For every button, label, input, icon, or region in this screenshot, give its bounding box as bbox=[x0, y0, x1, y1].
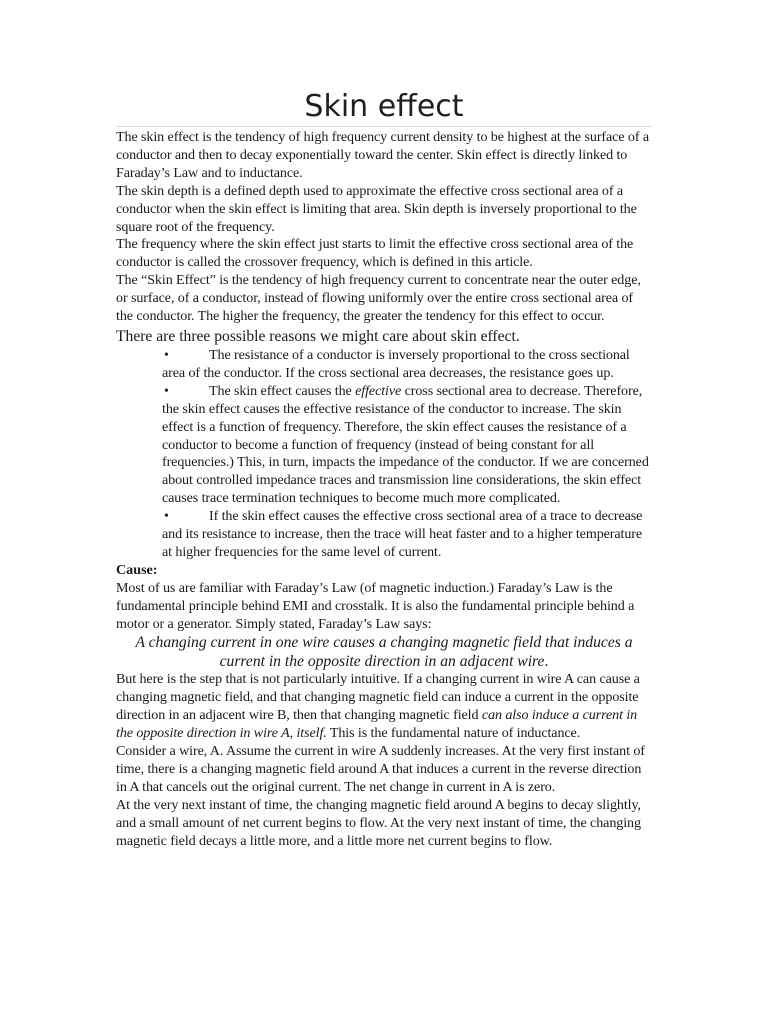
quote-text: A changing current in one wire causes a changing magnetic field that induces a current in the opposite direction in an adjacent wire bbox=[135, 634, 633, 671]
title-divider bbox=[116, 126, 652, 127]
reason-impedance-rest: cross sectional area to decrease. Therefore, the skin effect causes the effective resistance of the conductor to increase. The skin effect is a function of frequency. Therefore, the skin effect causes the resistance of a conductor to become a function of frequency (instead of being constant for all frequencies.) This, in turn, impacts the impedance of the conductor. If we are concerned about controlled impedance traces and transmission line considerations, the skin effect causes trace termination techniques to become much more complicated. bbox=[162, 382, 649, 507]
emphasis-effective: effective bbox=[355, 382, 402, 399]
bullet-icon: • bbox=[164, 346, 169, 363]
paragraph-consider-wire: Consider a wire, A. Assume the current in wire A suddenly increases. At the very first instant of time, there is a changing magnetic field around A that induces a current in the reverse direction in A that cancels out the original current. The net change in current in A is zero. bbox=[116, 743, 645, 795]
list-item bbox=[162, 383, 652, 508]
paragraph-definition: The skin effect is the tendency of high frequency current density to be highest at the surface of a conductor and then to decay exponentially toward the center. Skin effect is directly linked to Faraday’s Law and to inductance. bbox=[116, 129, 650, 181]
paragraph-skin-effect-description: The “Skin Effect” is the tendency of high frequency current to concentrate near the outer edge, or surface, of a conductor, instead of flowing uniformly over the entire cross sectional area of the conductor. The higher the frequency, the greater the tendency for this effect to occur. bbox=[116, 272, 641, 325]
paragraph-inductance-step bbox=[116, 671, 652, 743]
reason-impedance-start: The skin effect causes the bbox=[209, 382, 356, 399]
step-text-start: But here is the step that is not particularly intuitive. If a changing current in wire A can cause a changing magnetic field, and that changing magnetic field can induce a current in the opposite direction in an adjacent wire B, then that changing magnetic field bbox=[116, 671, 640, 724]
paragraph-crossover-frequency: The frequency where the skin effect just starts to limit the effective cross sectional area of the conductor is called the crossover frequency, which is defined in this article. bbox=[116, 236, 634, 271]
cause-heading: Cause: bbox=[116, 561, 158, 578]
step-emphasis: can also induce a current in the opposite direction in wire A, itself. bbox=[116, 707, 638, 742]
bullet-icon: • bbox=[164, 382, 169, 399]
list-item bbox=[162, 508, 652, 562]
document-title: Skin effect bbox=[304, 89, 464, 124]
paragraph-skin-depth: The skin depth is a defined depth used to approximate the effective cross sectional area of a conductor when the skin effect is limiting that area. Skin depth is inversely proportional to the square root of the frequency. bbox=[116, 182, 637, 235]
reasons-list bbox=[116, 347, 652, 562]
quote-period: . bbox=[544, 653, 549, 671]
reason-resistance: The resistance of a conductor is inversely proportional to the cross sectional area of the conductor. If the cross sectional area decreases, the resistance goes up. bbox=[162, 346, 630, 381]
paragraph-next-instant: At the very next instant of time, the changing magnetic field around A begins to decay slightly, and a small amount of net current begins to flow. At the very next instant of time, the changing magnetic field decays a little more, and a little more net current begins to flow. bbox=[116, 796, 641, 849]
reasons-intro: There are three possible reasons we might care about skin effect. bbox=[116, 327, 520, 345]
step-text-end: This is the fundamental nature of inductance. bbox=[326, 725, 581, 742]
bullet-icon: • bbox=[164, 508, 169, 525]
document-page bbox=[116, 88, 652, 851]
paragraph-faraday-intro: Most of us are familiar with Faraday’s Law (of magnetic induction.) Faraday’s Law is the fundamental principle behind EMI and crosstalk. It is also the fundamental principle behind a motor or a generator. Simply stated, Faraday’s Law says: bbox=[116, 579, 635, 632]
list-item bbox=[162, 347, 652, 383]
reason-heating: If the skin effect causes the effective cross sectional area of a trace to decrease and its resistance to increase, then the trace will heat faster and to a higher temperature at higher frequencies for the same level of current. bbox=[162, 508, 643, 560]
faraday-law-quote bbox=[116, 633, 652, 671]
